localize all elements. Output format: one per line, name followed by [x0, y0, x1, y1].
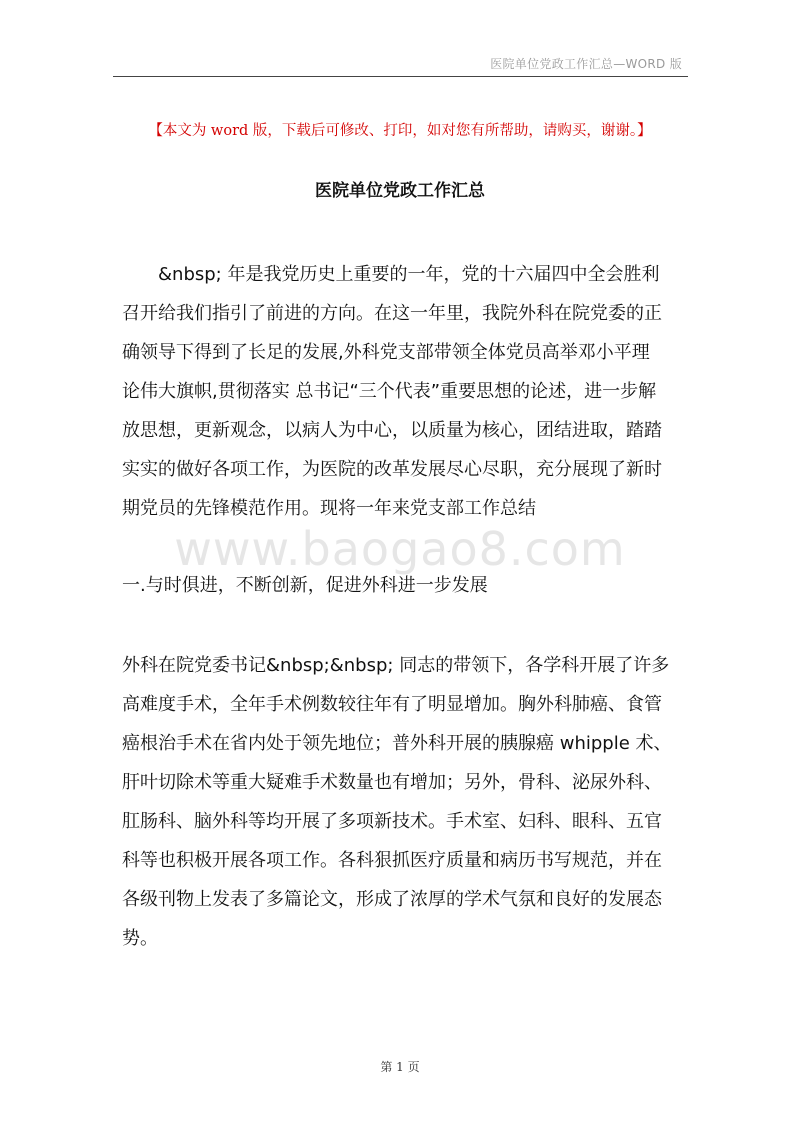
watermark: www.baogao8.com	[174, 522, 626, 576]
download-notice: 【本文为 word 版，下载后可修改、打印，如对您有所帮助，请购买，谢谢。】	[148, 123, 652, 139]
paragraph-line: 期党员的先锋模范作用。现将一年来党支部工作总结	[122, 498, 536, 519]
paragraph-line: 实实的做好各项工作，为医院的改革发展尽心尽职，充分展现了新时	[122, 459, 662, 480]
paragraph-line: 肛肠科、脑外科等均开展了多项新技术。手术室、妇科、眼科、五官	[122, 811, 662, 832]
paragraph-line: 论伟大旗帜,贯彻落实 总书记“三个代表”重要思想的论述，进一步解	[122, 381, 657, 402]
header-divider	[113, 76, 688, 77]
paragraph-line: 肝叶切除术等重大疑难手术数量也有增加；另外，骨科、泌尿外科、	[122, 772, 662, 793]
paragraph-line: 科等也积极开展各项工作。各科狠抓医疗质量和病历书写规范，并在	[122, 850, 662, 871]
paragraph-line: 势。	[122, 928, 158, 949]
section-heading-text: 一.与时俱进，不断创新，促进外科进一步发展	[122, 575, 488, 596]
paragraph-line: 放思想，更新观念，以病人为中心，以质量为核心，团结进取，踏踏	[122, 420, 662, 441]
paragraph-surgery	[122, 646, 686, 958]
paragraph-line: 高难度手术，全年手术例数较往年有了明显增加。胸外科肺癌、食管	[122, 694, 662, 715]
document-title: 医院单位党政工作汇总	[315, 181, 485, 201]
paragraph-intro	[122, 255, 686, 528]
section-heading	[122, 566, 686, 605]
page-number: 第 1 页	[380, 1060, 420, 1074]
paragraph-line: &nbsp; 年是我党历史上重要的一年，党的十六届四中全会胜利	[158, 264, 660, 285]
running-header: 医院单位党政工作汇总—WORD 版	[490, 57, 682, 71]
paragraph-line: 各级刊物上发表了多篇论文，形成了浓厚的学术气氛和良好的发展态	[122, 889, 662, 910]
paragraph-line: 外科在院党委书记&nbsp;&nbsp; 同志的带领下，各学科开展了许多	[122, 655, 670, 676]
paragraph-line: 召开给我们指引了前进的方向。在这一年里，我院外科在院党委的正	[122, 303, 662, 324]
paragraph-line: 确领导下得到了长足的发展,外科党支部带领全体党员高举邓小平理	[122, 342, 650, 363]
paragraph-line: 癌根治手术在省内处于领先地位；普外科开展的胰腺癌 whipple 术、	[122, 733, 672, 754]
